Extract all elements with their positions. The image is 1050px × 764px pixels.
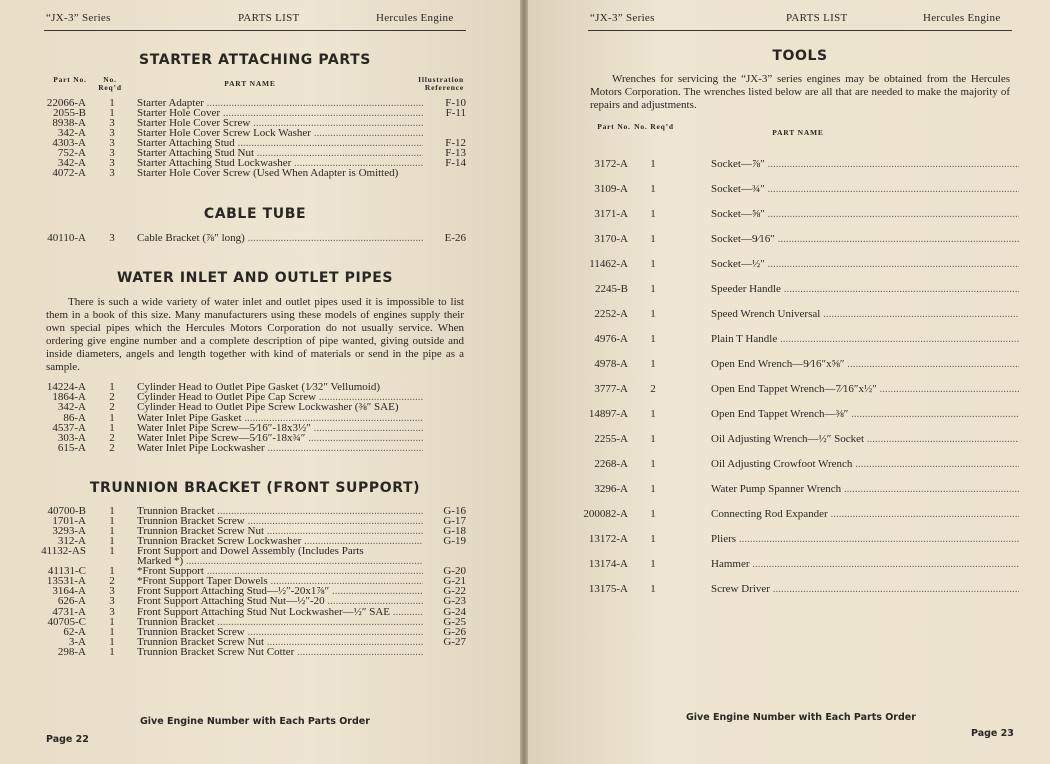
- quantity: 2: [109, 391, 115, 404]
- part-name: Front Support Attaching Stud—½″-20x1⅞″ .....: [137, 586, 423, 597]
- book-gutter: [520, 0, 528, 764]
- illustration-ref: G-21: [443, 575, 466, 588]
- part-number: 4072-A: [52, 167, 86, 179]
- part-number: 3170-A: [594, 233, 628, 245]
- part-name: Trunnion Bracket Screw Nut Cotter .....: [137, 647, 423, 658]
- part-number: 14897-A: [588, 408, 628, 420]
- quantity: 1: [109, 565, 115, 578]
- page-number: Page 22: [46, 734, 89, 745]
- parts-row: [20, 443, 466, 454]
- tool-row: [558, 158, 1028, 170]
- col-head-part-no: Part No.: [53, 75, 87, 84]
- part-number: 2268-A: [594, 458, 628, 470]
- header-rule: [44, 30, 466, 31]
- quantity: 1: [650, 283, 656, 295]
- part-number: 41132-AS: [41, 545, 86, 558]
- part-name: *Front Support .....: [137, 566, 423, 577]
- part-name: Speed Wrench Universal .....: [711, 308, 1019, 320]
- footer-note: Give Engine Number with Each Parts Order: [140, 716, 370, 727]
- part-number: 4537-A: [52, 421, 86, 434]
- tool-row: [558, 183, 1028, 195]
- footer-note: Give Engine Number with Each Parts Order: [686, 712, 916, 723]
- part-number: 13175-A: [588, 583, 628, 595]
- part-number: 13174-A: [588, 558, 628, 570]
- part-number: 2255-A: [594, 433, 628, 445]
- illustration-ref: G-17: [443, 515, 466, 528]
- illustration-ref: F-13: [445, 147, 466, 159]
- quantity: 1: [650, 458, 656, 470]
- part-number: 40110-A: [47, 232, 86, 244]
- quantity: 1: [650, 333, 656, 345]
- running-head-title: PARTS LIST: [786, 12, 848, 24]
- illustration-ref: E-26: [444, 232, 466, 244]
- quantity: 1: [650, 558, 656, 570]
- part-number: 14224-A: [46, 381, 86, 393]
- quantity: 1: [650, 508, 656, 520]
- quantity: 1: [109, 625, 115, 638]
- part-name: Starter Attaching Stud Nut .....: [137, 148, 423, 159]
- part-name: Speeder Handle .....: [711, 283, 1019, 295]
- part-number: 752-A: [57, 147, 86, 159]
- quantity: 2: [650, 383, 656, 395]
- part-number: 1864-A: [52, 391, 86, 404]
- part-name: Socket—¾″ .....: [711, 183, 1019, 195]
- section-title-cable: CABLE TUBE: [203, 206, 307, 222]
- tool-row: [558, 458, 1028, 470]
- part-name: Water Inlet Pipe Gasket .....: [137, 413, 423, 424]
- part-name: Front Support and Dowel Assembly (Includes Parts: [137, 546, 364, 558]
- part-name: Starter Hole Cover Screw .....: [137, 118, 423, 129]
- col-head-part-no: Part No.: [597, 122, 631, 131]
- part-name: Pliers .....: [711, 533, 1019, 545]
- col-head-ref: Illustration Reference: [418, 75, 464, 92]
- quantity: 1: [109, 381, 115, 393]
- illustration-ref: G-25: [443, 615, 466, 628]
- col-head-part-name: PART NAME: [772, 128, 824, 137]
- section-title-tools: TOOLS: [772, 48, 828, 64]
- tool-row: [558, 258, 1028, 270]
- part-number: 342-A: [57, 157, 86, 169]
- quantity: 1: [109, 411, 115, 424]
- quantity: 3: [109, 157, 115, 169]
- tool-row: [558, 383, 1028, 395]
- part-name: Trunnion Bracket Screw Nut .....: [137, 637, 423, 648]
- part-number: 3172-A: [594, 158, 628, 170]
- part-number: 3296-A: [594, 483, 628, 495]
- part-name: *Front Support Taper Dowels .....: [137, 576, 423, 587]
- quantity: 3: [109, 127, 115, 139]
- part-name: Starter Hole Cover .....: [137, 108, 423, 119]
- part-name: Hammer .....: [711, 558, 1019, 570]
- tools-intro-paragraph: Wrenches for servicing the “JX-3” series engines may be obtained from the Hercules Motors Corporation. The wrenches listed below are all that are needed to make the majority of repairs and adjustments.: [590, 73, 1010, 111]
- quantity: 1: [650, 208, 656, 220]
- part-number: 2055-B: [53, 107, 86, 119]
- quantity: 1: [650, 483, 656, 495]
- part-name: Water Inlet Pipe Screw—5⁄16″-18x3½″ .....: [137, 423, 423, 434]
- part-number: 2245-B: [595, 283, 628, 295]
- part-name: Water Inlet Pipe Screw—5⁄16″-18x¾″ .....: [137, 433, 423, 444]
- part-number: 4303-A: [52, 137, 86, 149]
- parts-row: [20, 168, 466, 179]
- part-name: Socket—½″ .....: [711, 258, 1019, 270]
- tool-row: [558, 583, 1028, 595]
- part-number: 200082-A: [583, 508, 628, 520]
- illustration-ref: G-23: [443, 595, 466, 608]
- left-page: [0, 0, 520, 764]
- part-name: Plain T Handle .....: [711, 333, 1019, 345]
- quantity: 1: [650, 433, 656, 445]
- part-name: Trunnion Bracket Screw Lockwasher .....: [137, 536, 423, 547]
- part-number: 342-A: [57, 401, 86, 414]
- illustration-ref: F-12: [445, 137, 466, 149]
- part-number: 3293-A: [52, 525, 86, 538]
- part-name: Trunnion Bracket .....: [137, 506, 423, 517]
- running-head-engine: Hercules Engine: [376, 12, 454, 24]
- tool-row: [558, 533, 1028, 545]
- illustration-ref: G-16: [443, 505, 466, 517]
- section-title-trunnion: TRUNNION BRACKET (FRONT SUPPORT): [89, 480, 421, 496]
- part-name: Starter Attaching Stud .....: [137, 138, 423, 149]
- quantity: 1: [650, 308, 656, 320]
- part-number: 13172-A: [588, 533, 628, 545]
- quantity: 1: [650, 233, 656, 245]
- tool-row: [558, 508, 1028, 520]
- illustration-ref: F-10: [445, 97, 466, 109]
- quantity: 2: [109, 432, 115, 444]
- tool-row: [558, 483, 1028, 495]
- part-number: 342-A: [57, 127, 86, 139]
- part-number: 13531-A: [46, 575, 86, 588]
- part-name: Starter Hole Cover Screw (Used When Adapter is Omitted): [137, 168, 399, 179]
- illustration-ref: F-14: [445, 157, 466, 169]
- part-name: Front Support Attaching Stud Nut—½″-20 .....: [137, 596, 423, 607]
- part-name: Oil Adjusting Crowfoot Wrench .....: [711, 458, 1019, 470]
- running-head-series: “JX-3” Series: [590, 12, 655, 24]
- illustration-ref: G-20: [443, 565, 466, 578]
- part-name: Water Inlet Pipe Lockwasher .....: [137, 443, 423, 454]
- part-number: 615-A: [57, 442, 86, 455]
- quantity: 3: [109, 147, 115, 159]
- quantity: 1: [650, 183, 656, 195]
- quantity: 1: [109, 421, 115, 434]
- part-name: Open End Wrench—9⁄16″x⅝″ .....: [711, 358, 1019, 370]
- quantity: 3: [109, 117, 115, 129]
- quantity: 3: [109, 585, 115, 598]
- quantity: 2: [109, 575, 115, 588]
- part-name: Cylinder Head to Outlet Pipe Screw Lockwasher (⅜″ SAE): [137, 402, 399, 414]
- page-number: Page 23: [971, 728, 1014, 739]
- quantity: 3: [109, 605, 115, 618]
- part-number: 8938-A: [52, 117, 86, 129]
- part-name: Trunnion Bracket Screw Nut .....: [137, 526, 423, 537]
- part-number: 3109-A: [594, 183, 628, 195]
- quantity: 1: [109, 615, 115, 628]
- part-number: 4976-A: [594, 333, 628, 345]
- part-name: Water Pump Spanner Wrench .....: [711, 483, 1019, 495]
- part-name: Screw Driver .....: [711, 583, 1019, 595]
- quantity: 1: [650, 408, 656, 420]
- part-number: 626-A: [57, 595, 86, 608]
- header-rule: [588, 30, 1012, 31]
- quantity: 2: [109, 442, 115, 455]
- water-pipes-paragraph: There is such a wide variety of water inlet and outlet pipes used it is impossible to list them in a book of this size. Many manufacturers using these models of engines supply their own special pipes which the Hercules Motors Corporation do not usually service. When ordering give engine number and a complete description of pipe wanted, giving outside and inside diameters, angels and length together with kind of materials or send in the pipe as a sample.: [46, 296, 464, 373]
- part-name: Open End Tappet Wrench—7⁄16″x½″ .....: [711, 383, 1019, 395]
- section-title-starter: STARTER ATTACHING PARTS: [139, 52, 371, 68]
- col-head-req: No. Req’d: [634, 122, 674, 131]
- section-title-water: WATER INLET AND OUTLET PIPES: [116, 270, 394, 286]
- tool-row: [558, 208, 1028, 220]
- part-number: 22066-A: [46, 97, 86, 109]
- parts-row: [20, 647, 466, 658]
- part-number: 1701-A: [52, 515, 86, 528]
- parts-row: [20, 233, 466, 244]
- part-number: 3164-A: [52, 585, 86, 598]
- tool-row: [558, 433, 1028, 445]
- quantity: 1: [109, 535, 115, 548]
- part-number: 4731-A: [52, 605, 86, 618]
- quantity: 1: [109, 505, 115, 517]
- quantity: 1: [650, 533, 656, 545]
- part-number: 303-A: [57, 432, 86, 444]
- part-number: 41131-C: [47, 565, 86, 578]
- part-number: 312-A: [57, 535, 86, 548]
- part-name: Socket—⅞″ .....: [711, 158, 1019, 170]
- part-name: Open End Tappet Wrench—⅜″ .....: [711, 408, 1019, 420]
- running-head-engine: Hercules Engine: [923, 12, 1001, 24]
- part-number: 11462-A: [589, 258, 628, 270]
- part-name: Socket—⅝″ .....: [711, 208, 1019, 220]
- quantity: 1: [650, 158, 656, 170]
- illustration-ref: G-24: [443, 605, 466, 618]
- part-number: 298-A: [57, 645, 86, 658]
- part-number: 4978-A: [594, 358, 628, 370]
- tool-row: [558, 358, 1028, 370]
- running-head-title: PARTS LIST: [238, 12, 300, 24]
- part-number: 40700-B: [47, 505, 86, 517]
- tool-row: [558, 283, 1028, 295]
- part-name: Starter Hole Cover Screw Lock Washer .....: [137, 128, 423, 139]
- part-name: Front Support Attaching Stud Nut Lockwasher—½″ SAE .....: [137, 607, 423, 618]
- quantity: 1: [109, 97, 115, 109]
- running-head-series: “JX-3” Series: [46, 12, 111, 24]
- quantity: 3: [109, 167, 115, 179]
- quantity: 1: [109, 107, 115, 119]
- part-number: 3-A: [68, 635, 86, 648]
- part-number: 86-A: [63, 411, 86, 424]
- quantity: 1: [109, 545, 115, 558]
- part-name: Cylinder Head to Outlet Pipe Cap Screw .....: [137, 392, 423, 403]
- right-page: [528, 0, 1050, 764]
- part-number: 40705-C: [47, 615, 86, 628]
- part-name: Trunnion Bracket Screw .....: [137, 516, 423, 527]
- quantity: 1: [109, 525, 115, 538]
- part-number: 3171-A: [594, 208, 628, 220]
- illustration-ref: G-26: [443, 625, 466, 638]
- illustration-ref: G-27: [443, 635, 466, 648]
- tool-row: [558, 233, 1028, 245]
- illustration-ref: G-18: [443, 525, 466, 538]
- tool-row: [558, 558, 1028, 570]
- part-name: Cylinder Head to Outlet Pipe Gasket (1⁄32″ Vellumoid): [137, 382, 380, 393]
- part-name: Starter Adapter .....: [137, 98, 423, 109]
- col-head-part-name: PART NAME: [224, 79, 276, 88]
- quantity: 1: [109, 515, 115, 528]
- part-name: Trunnion Bracket Screw .....: [137, 627, 423, 638]
- tool-row: [558, 333, 1028, 345]
- illustration-ref: F-11: [445, 107, 466, 119]
- tool-row: [558, 308, 1028, 320]
- part-name: Marked *) .....: [137, 556, 423, 567]
- quantity: 3: [109, 595, 115, 608]
- quantity: 1: [650, 258, 656, 270]
- quantity: 1: [650, 358, 656, 370]
- part-name: Cable Bracket (⅞″ long) .....: [137, 233, 423, 244]
- part-name: Trunnion Bracket .....: [137, 617, 423, 628]
- quantity: 3: [109, 232, 115, 244]
- part-name: Connecting Rod Expander .....: [711, 508, 1019, 520]
- tool-row: [558, 408, 1028, 420]
- part-name: Starter Attaching Stud Lockwasher .....: [137, 158, 423, 169]
- illustration-ref: G-19: [443, 535, 466, 548]
- part-number: 2252-A: [594, 308, 628, 320]
- quantity: 1: [109, 635, 115, 648]
- part-name: Socket—9⁄16″ .....: [711, 233, 1019, 245]
- quantity: 1: [109, 645, 115, 658]
- quantity: 1: [650, 583, 656, 595]
- col-head-req: No. Req’d: [98, 75, 122, 92]
- illustration-ref: G-22: [443, 585, 466, 598]
- quantity: 3: [109, 137, 115, 149]
- part-number: 62-A: [63, 625, 86, 638]
- quantity: 2: [109, 401, 115, 414]
- part-name: Oil Adjusting Wrench—½″ Socket .....: [711, 433, 1019, 445]
- part-number: 3777-A: [594, 383, 628, 395]
